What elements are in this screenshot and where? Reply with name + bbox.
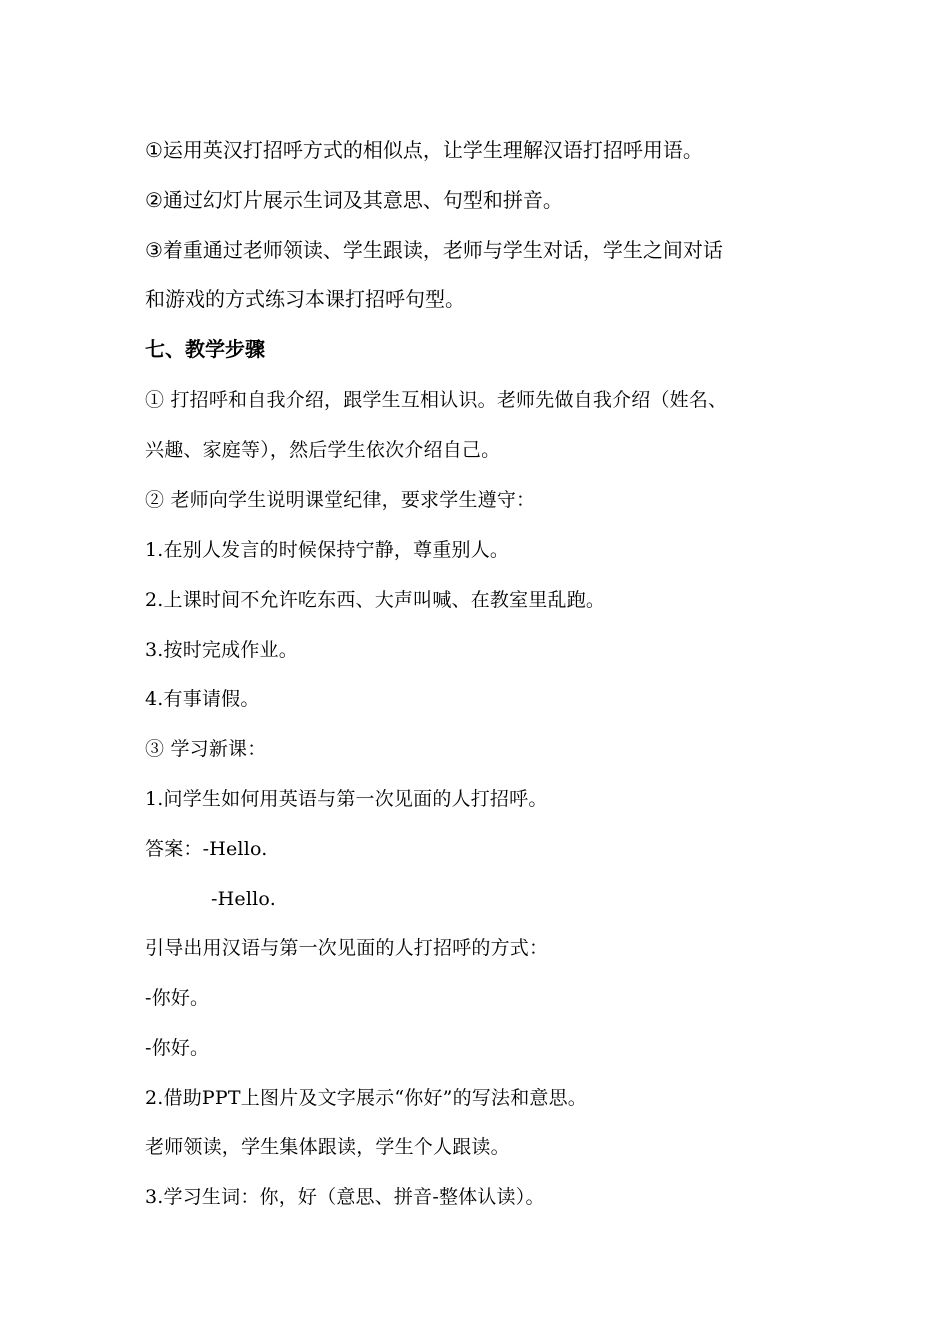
answer-line-2: -Hello. xyxy=(211,888,276,910)
method-line-2: ②通过幻灯片展示生词及其意思、句型和拼音。 xyxy=(145,188,563,212)
step-1-line-2: 兴趣、家庭等），然后学生依次介绍自己。 xyxy=(145,439,501,461)
new-lesson-item-3: 3.学习生词：你，好（意思、拼音-整体认读）。 xyxy=(145,1186,545,1208)
reading-practice-line: 老师领读，学生集体跟读，学生个人跟读。 xyxy=(145,1136,510,1158)
rule-4: 4.有事请假。 xyxy=(145,688,260,710)
greeting-line-2: -你好。 xyxy=(145,1037,210,1059)
method-line-1: ①运用英汉打招呼方式的相似点，让学生理解汉语打招呼用语。 xyxy=(145,138,703,162)
method-line-3: ③着重通过老师领读、学生跟读，老师与学生对话，学生之间对话 xyxy=(145,238,723,262)
guide-line: 引导出用汉语与第一次见面的人打招呼的方式： xyxy=(145,937,549,959)
answer-line-1: 答案：-Hello. xyxy=(145,838,268,860)
step-3-intro: ③ 学习新课： xyxy=(145,738,267,760)
section-heading-teaching-steps: 七、教学步骤 xyxy=(145,337,265,361)
new-lesson-item-1: 1.问学生如何用英语与第一次见面的人打招呼。 xyxy=(145,788,548,810)
step-1-line-1: ① 打招呼和自我介绍，跟学生互相认识。老师先做自我介绍（姓名、 xyxy=(145,389,728,411)
rule-3: 3.按时完成作业。 xyxy=(145,639,298,661)
rule-2: 2.上课时间不允许吃东西、大声叫喊、在教室里乱跑。 xyxy=(145,589,606,611)
new-lesson-item-2: 2.借助PPT上图片及文字展示“你好”的写法和意思。 xyxy=(145,1087,587,1109)
step-2-intro: ② 老师向学生说明课堂纪律，要求学生遵守： xyxy=(145,489,536,511)
greeting-line-1: -你好。 xyxy=(145,987,210,1009)
method-line-3-continued: 和游戏的方式练习本课打招呼句型。 xyxy=(145,287,465,311)
rule-1: 1.在别人发言的时候保持宁静，尊重别人。 xyxy=(145,539,510,561)
